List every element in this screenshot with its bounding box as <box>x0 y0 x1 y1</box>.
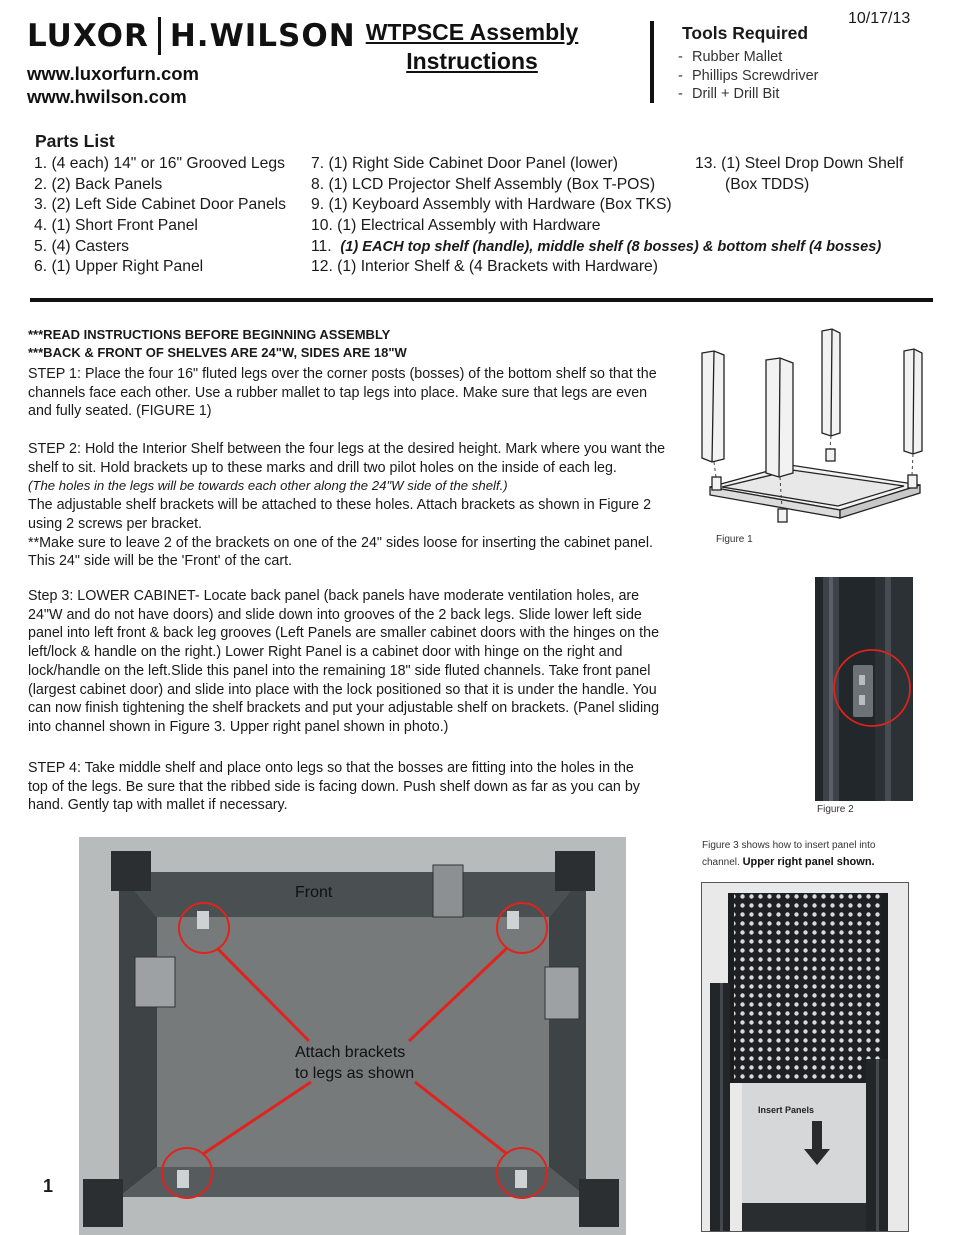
tool-item: - Rubber Mallet <box>678 49 783 65</box>
parts-list-item: 4. (1) Short Front Panel <box>34 217 198 234</box>
parts-list-item: 8. (1) LCD Projector Shelf Assembly (Box T-POS) <box>311 176 656 193</box>
logo-divider <box>158 17 161 55</box>
brand-hwilson: H.WILSON <box>169 18 356 54</box>
tool-item: - Drill + Drill Bit <box>678 86 780 102</box>
title-line-1: WTPSCE Assembly <box>365 19 579 45</box>
step-2-italic-note: (The holes in the legs will be towards each other along the 24"W side of the shelf.) <box>28 478 508 494</box>
parts-list-item: 12. (1) Interior Shelf & (4 Brackets with Hardware) <box>311 258 658 275</box>
brand-logo <box>27 16 356 56</box>
tool-item: - Phillips Screwdriver <box>678 68 819 84</box>
website-luxor: www.luxorfurn.com <box>27 63 199 84</box>
parts-list-item: 3. (2) Left Side Cabinet Door Panels <box>34 196 287 213</box>
parts-list-item-continued: (Box TDDS) <box>725 176 810 193</box>
step-2-block <box>28 440 673 571</box>
read-instructions-note: ***READ INSTRUCTIONS BEFORE BEGINNING ASSEMBLY <box>28 327 391 342</box>
insert-panels-label: Insert Panels <box>758 1105 815 1115</box>
photo-front-label: Front <box>295 884 333 901</box>
parts-list-item: 7. (1) Right Side Cabinet Door Panel (lower) <box>311 155 618 172</box>
website-hwilson: www.hwilson.com <box>27 86 187 107</box>
step-2-front-note: **Make sure to leave 2 of the brackets on one of the 24" sides loose for inserting the cabinet panel. This 24" side will be the 'Front' of the cart. <box>28 534 653 570</box>
figure-3-caption: Figure 3 shows how to insert panel into channel. Upper right panel shown. <box>702 840 876 868</box>
figure-3-photo <box>701 882 909 1232</box>
tools-required-heading: Tools Required <box>682 23 809 43</box>
parts-list-item: 2. (2) Back Panels <box>34 176 163 193</box>
photo-annotation: Attach brackets to legs as shown <box>295 1044 415 1082</box>
parts-list-item-11: 11. (1) EACH top shelf (handle), middle shelf (8 bosses) & bottom shelf (4 bosses) <box>311 238 882 255</box>
figure-1-caption: Figure 1 <box>716 534 753 545</box>
document-date: 10/17/13 <box>848 10 911 27</box>
document-title <box>352 18 592 76</box>
parts-list-item: 1. (4 each) 14" or 16" Grooved Legs <box>34 155 285 172</box>
section-divider <box>30 298 933 302</box>
header-divider <box>650 21 654 103</box>
title-line-2: Instructions <box>406 48 538 74</box>
figure-1-drawing <box>690 325 938 535</box>
bracket-placement-photo <box>79 837 626 1235</box>
parts-list-item: 6. (1) Upper Right Panel <box>34 258 204 275</box>
page-number: 1 <box>43 1176 54 1196</box>
brand-luxor: LUXOR <box>27 18 149 54</box>
step-2-text: STEP 2: Hold the Interior Shelf between the four legs at the desired height. Mark where you want the shelf to sit. Hold brackets up to these marks and drill two pilot holes on the inside of each leg. <box>28 441 666 476</box>
step-4-text: STEP 4: Take middle shelf and place onto legs so that the bosses are fitting into the holes in the top of the legs. Be sure that the ribbed side is facing down. Push shelf down as far as you can by hand. Gently tap with mallet if necessary. <box>28 760 640 814</box>
step-2-bracket-text: The adjustable shelf brackets will be attached to these holes. Attach brackets as shown in Figure 2 using 2 screws per bracket. <box>28 497 652 532</box>
shelf-size-note: ***BACK & FRONT OF SHELVES ARE 24"W, SIDES ARE 18"W <box>28 345 407 360</box>
parts-list-item: 13. (1) Steel Drop Down Shelf <box>695 155 904 172</box>
step-1-text: STEP 1: Place the four 16" fluted legs over the corner posts (bosses) of the bottom shelf so that the channels face each other. Use a rubber mallet to tap legs into place. Make sure that legs are even and fully seated. (FIGURE 1) <box>28 366 657 420</box>
parts-list-heading: Parts List <box>35 131 115 151</box>
figure-2-photo <box>815 577 913 801</box>
figure-2-caption: Figure 2 <box>817 804 854 815</box>
step-3-text: Step 3: LOWER CABINET- Locate back panel (back panels have moderate ventilation holes, are 24"W and do not have doors) and slide down into grooves of the 2 back legs. Slide lower left side panel into left front & back leg grooves (Left Panels are smaller cabinet doors with the hinges on the left/lock & handle on the right.) Lower Right Panel is a cabinet door with hinge on the right and lock/handle on the left.Slide this panel into the remaining 18" side fluted channels. Take front panel (largest cabinet door) and slide into place with the lock positioned so that it is under the handle. You can now finish tightening the shelf brackets and put your adjustable shelf on brackets. (Panel sliding into channel shown in Figure 3. Upper right panel shown in photo.) <box>28 588 660 735</box>
parts-list-item: 9. (1) Keyboard Assembly with Hardware (Box TKS) <box>311 196 672 213</box>
parts-list-item: 5. (4) Casters <box>34 238 130 255</box>
parts-list-item: 10. (1) Electrical Assembly with Hardware <box>311 217 601 234</box>
